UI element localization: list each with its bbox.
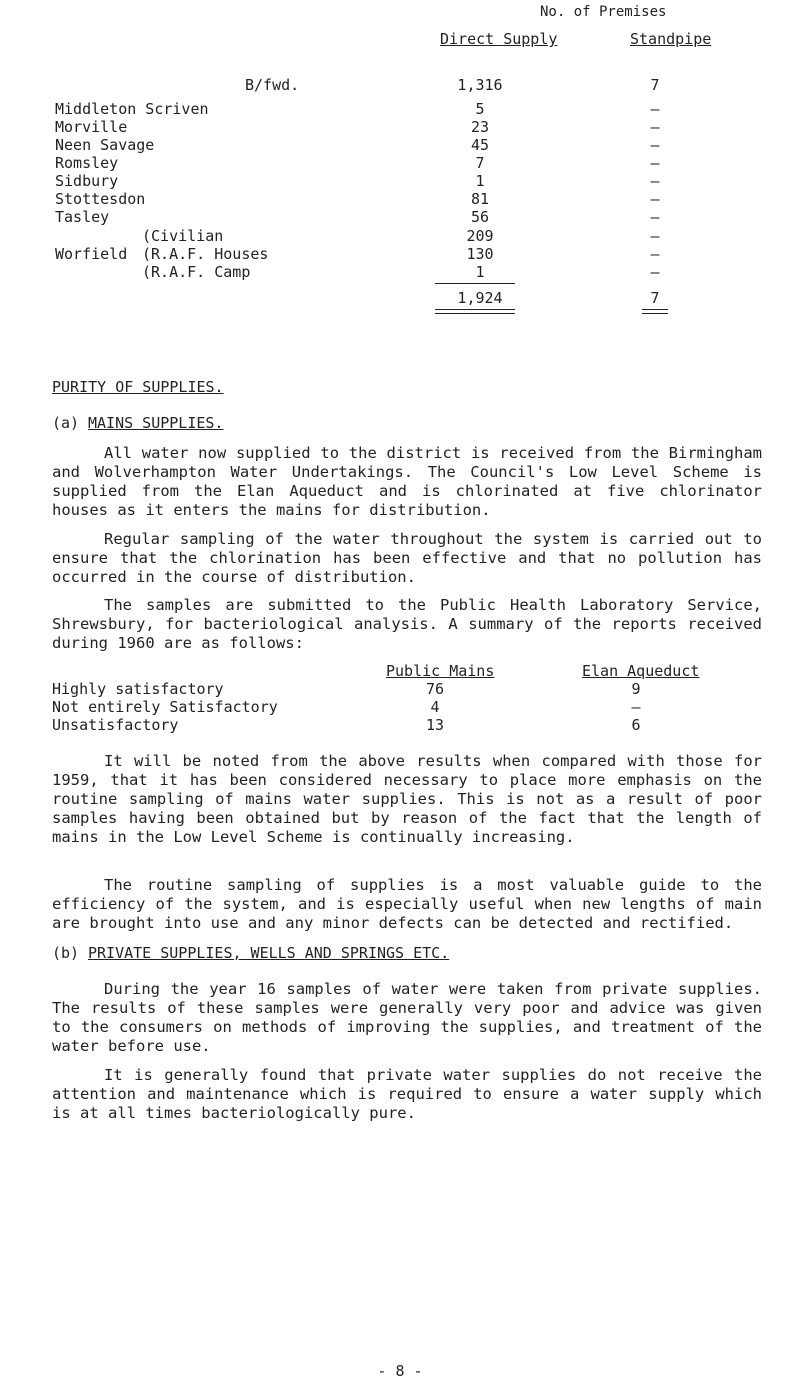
row-standpipe: – xyxy=(650,118,660,136)
row-standpipe: – xyxy=(650,227,660,245)
row-sub: (R.A.F. Houses xyxy=(142,245,269,263)
samples-row-public: 13 xyxy=(425,716,445,734)
row-name: Morville xyxy=(55,118,128,136)
row-sub: B/fwd. xyxy=(245,76,300,94)
row-direct: 56 xyxy=(470,208,490,226)
total-rule xyxy=(435,283,515,284)
row-name: Stottesdon xyxy=(55,190,146,208)
mains-label: (a) xyxy=(52,414,80,432)
row-standpipe: – xyxy=(650,190,660,208)
row-standpipe: – xyxy=(650,136,660,154)
total-double-rule xyxy=(642,309,668,314)
row-name: Middleton Scriven xyxy=(55,100,209,118)
elan-aqueduct-header: Elan Aqueduct xyxy=(582,662,700,680)
row-direct: 1 xyxy=(475,263,485,281)
row-direct: 81 xyxy=(470,190,490,208)
mains-paragraph-3: The samples are submitted to the Public Health Laboratory Service, Shrewsbury, for bacteriological analysis. A summary of the reports received during 1960 are as follows: xyxy=(52,596,762,652)
mains-heading: MAINS SUPPLIES. xyxy=(88,414,224,432)
row-name: Romsley xyxy=(55,154,119,172)
row-sub: (R.A.F. Camp xyxy=(142,263,251,281)
row-direct: 45 xyxy=(470,136,490,154)
mains-paragraph-2: Regular sampling of the water throughout the system is carried out to ensure that the chlorination has been effective and that no pollution has occurred in the course of distribution. xyxy=(52,530,762,586)
row-standpipe: 7 xyxy=(650,76,660,94)
total-double-rule xyxy=(435,309,515,314)
private-label: (b) xyxy=(52,944,80,962)
samples-row-elan: 6 xyxy=(631,716,641,734)
page-number: - 8 - xyxy=(377,1362,423,1380)
direct-supply-header: Direct Supply xyxy=(440,30,558,48)
row-name: Neen Savage xyxy=(55,136,155,154)
public-mains-header: Public Mains xyxy=(386,662,495,680)
column-group-header: No. of Premises xyxy=(540,4,667,20)
row-direct: 130 xyxy=(466,245,494,263)
private-paragraph-1: During the year 16 samples of water were taken from private supplies. The results of these samples were generally very poor and advice was given to the consumers on methods of improving the supplies, and treatment of the water before use. xyxy=(52,980,762,1055)
samples-row-label: Highly satisfactory xyxy=(52,680,224,698)
row-direct: 1,316 xyxy=(457,76,503,94)
private-heading: PRIVATE SUPPLIES, WELLS AND SPRINGS ETC. xyxy=(88,944,450,962)
row-standpipe: – xyxy=(650,263,660,281)
row-name: Tasley xyxy=(55,208,110,226)
row-direct: 1 xyxy=(475,172,485,190)
samples-row-public: 76 xyxy=(425,680,445,698)
standpipe-header: Standpipe xyxy=(630,30,712,48)
samples-row-elan: – xyxy=(631,698,641,716)
routine-sampling-paragraph: The routine sampling of supplies is a most valuable guide to the efficiency of the system, and is especially useful when new lengths of main are brought into use and any minor defects can be detected and rectified. xyxy=(52,876,762,932)
row-direct: 23 xyxy=(470,118,490,136)
samples-row-label: Unsatisfactory xyxy=(52,716,179,734)
row-standpipe: – xyxy=(650,208,660,226)
row-sub: (Civilian xyxy=(142,227,224,245)
row-standpipe: – xyxy=(650,100,660,118)
total-standpipe: 7 xyxy=(650,289,660,307)
purity-heading: PURITY OF SUPPLIES. xyxy=(52,378,224,396)
row-standpipe: – xyxy=(650,245,660,263)
samples-row-elan: 9 xyxy=(631,680,641,698)
row-direct: 5 xyxy=(475,100,485,118)
row-name: Worfield xyxy=(55,245,128,263)
mains-paragraph-1: All water now supplied to the district is received from the Birmingham and Wolverhampton Water Undertakings. The Council's Low Level Scheme is supplied from the Elan Aqueduct and is chlorinated at five chlorinator houses as it enters the mains for distribution. xyxy=(52,444,762,519)
results-paragraph: It will be noted from the above results when compared with those for 1959, that it has been considered necessary to place more emphasis on the routine sampling of mains water supplies. This is not as a result of poor samples having been obtained but by reason of the fact that the length of mains in the Low Level Scheme is continually increasing. xyxy=(52,752,762,846)
row-standpipe: – xyxy=(650,154,660,172)
row-standpipe: – xyxy=(650,172,660,190)
samples-row-public: 4 xyxy=(430,698,440,716)
row-direct: 7 xyxy=(475,154,485,172)
row-direct: 209 xyxy=(466,227,494,245)
private-paragraph-2: It is generally found that private water supplies do not receive the attention and maintenance which is required to ensure a water supply which is at all times bacteriologically pure. xyxy=(52,1066,762,1122)
row-name: Sidbury xyxy=(55,172,119,190)
samples-row-label: Not entirely Satisfactory xyxy=(52,698,278,716)
total-direct: 1,924 xyxy=(457,289,503,307)
